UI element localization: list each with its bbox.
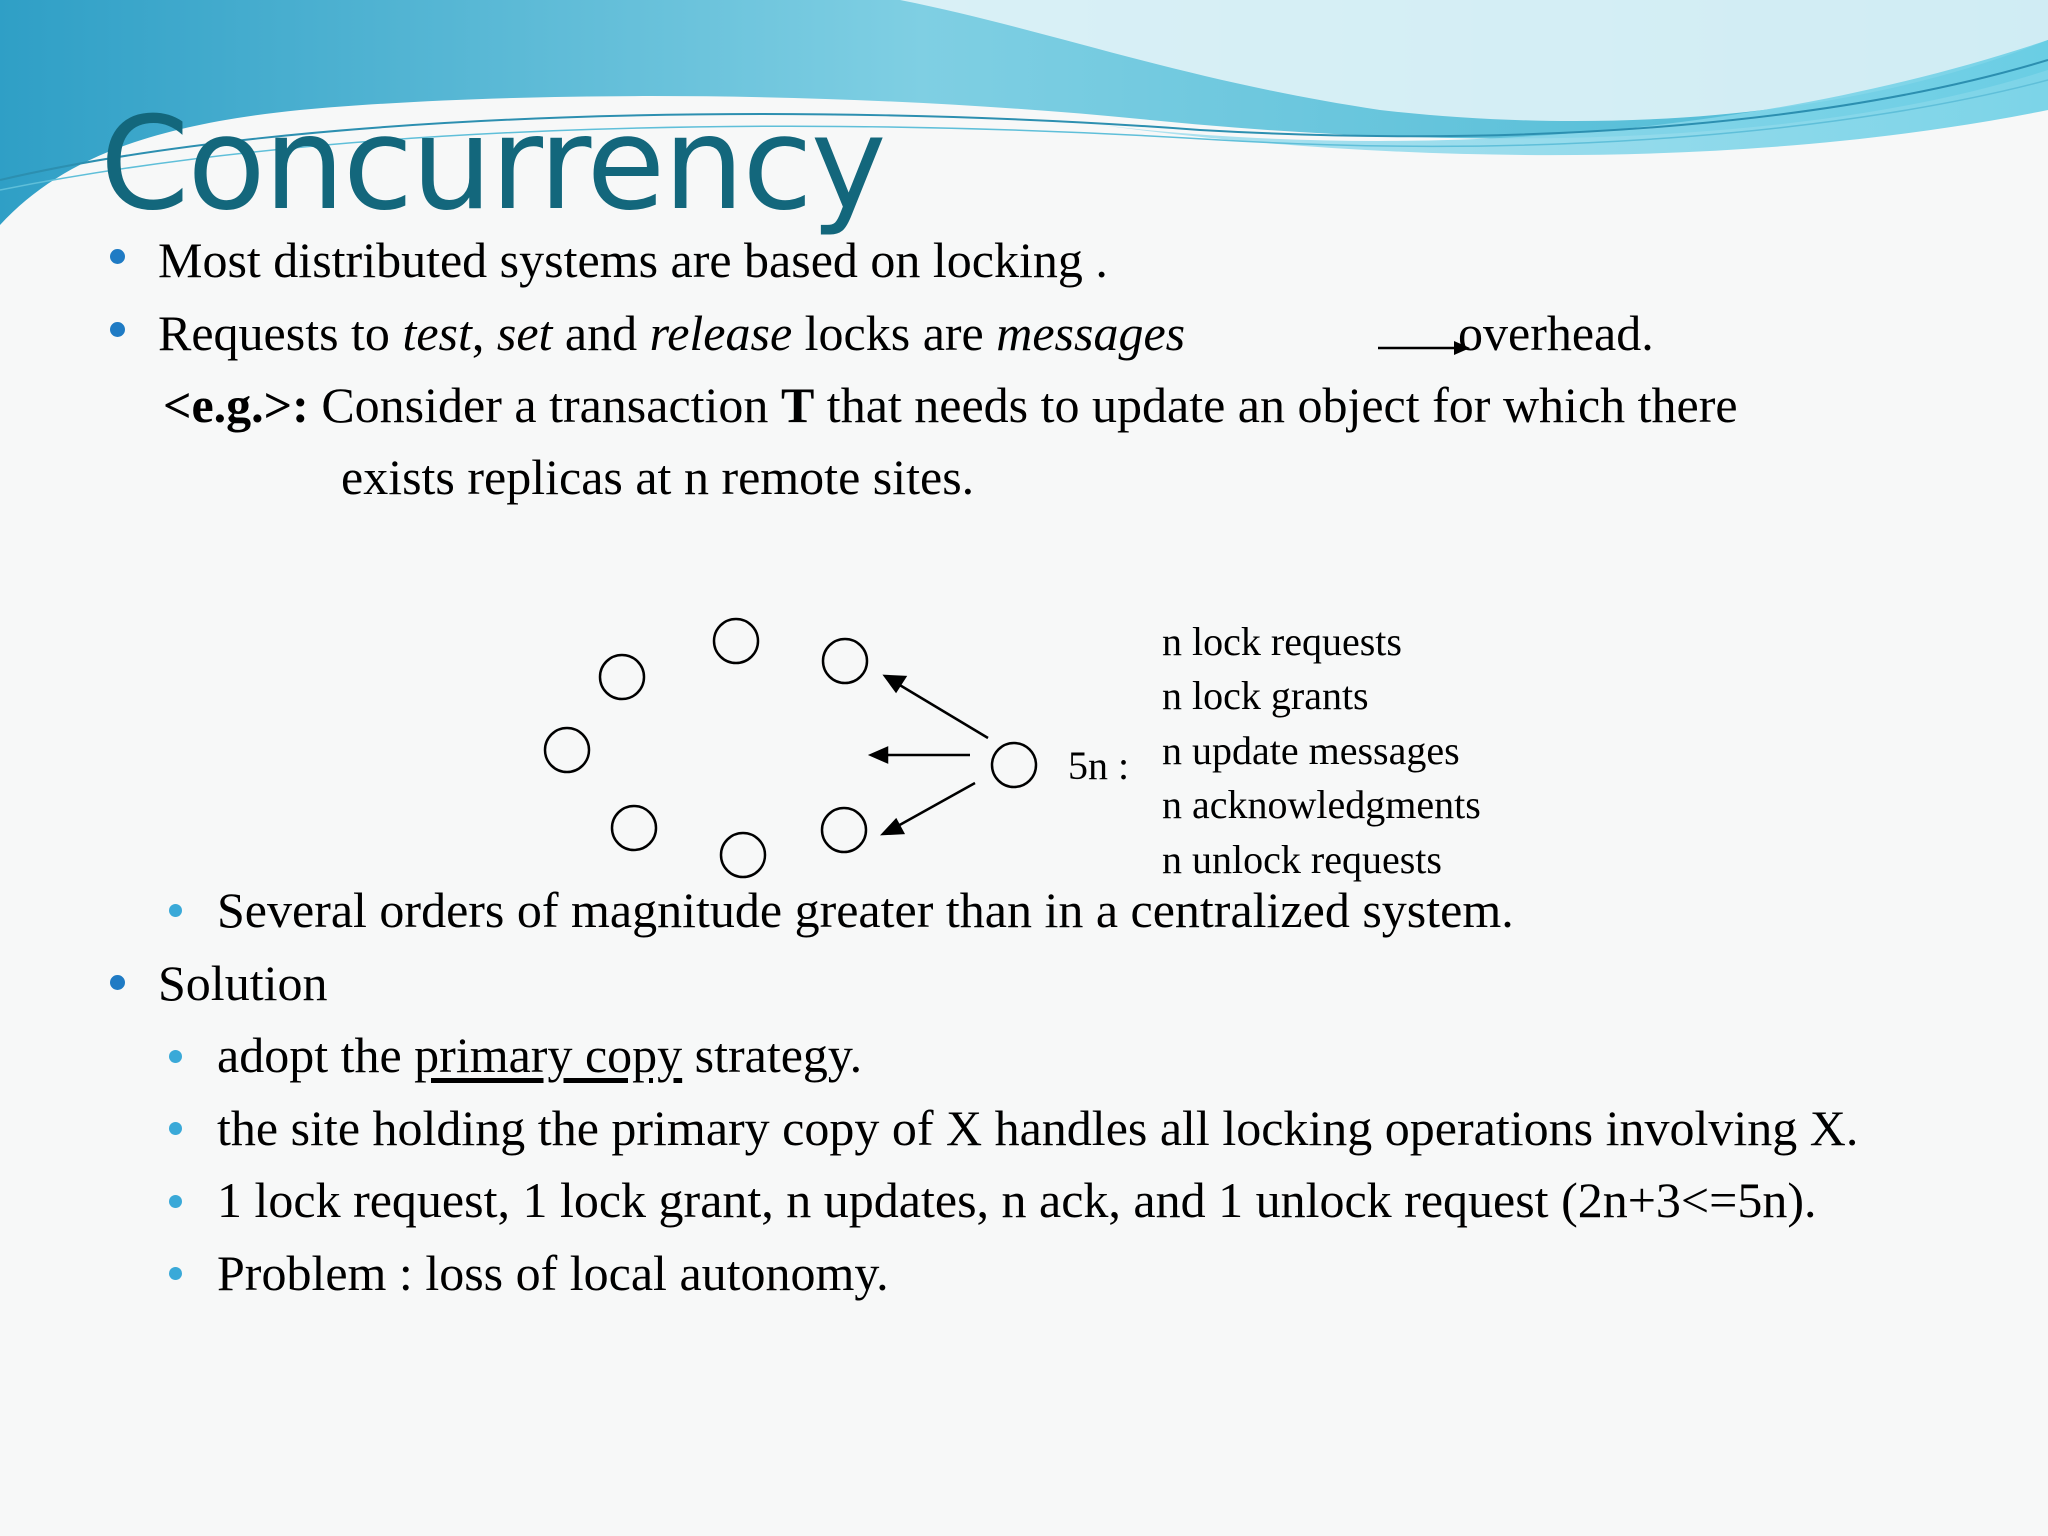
text-segment: and — [552, 305, 650, 361]
text-segment: 1 lock request, 1 lock grant, n updates, n ack, and 1 unlock request (2n+3<=5n). — [217, 1172, 1817, 1228]
text-segment: Several orders of magnitude greater than in a centralized system. — [217, 882, 1514, 938]
sub-bullet-marker — [169, 1195, 182, 1208]
message-type-update-messages: n update messages — [1162, 728, 1460, 773]
bullet-marker — [110, 975, 125, 990]
sub-bullet-marker — [169, 1267, 182, 1280]
overhead-text — [1458, 303, 1654, 363]
bullet-text: Most distributed systems are based on locking . — [158, 232, 1108, 288]
bullet-solution — [158, 953, 327, 1013]
text-segment: exists replicas at n remote sites. — [341, 449, 975, 505]
bullet-marker — [110, 322, 125, 337]
text-segment: Consider a transaction — [308, 377, 781, 433]
sub-bullet-site-holding — [217, 1098, 1858, 1158]
example-line-1 — [163, 375, 1738, 435]
sub-bullet-marker — [169, 1122, 182, 1135]
bullet-marker — [110, 249, 125, 264]
text-italic-messages: messages — [996, 305, 1186, 361]
text-segment: overhead. — [1458, 305, 1654, 361]
text-segment: , — [471, 305, 497, 361]
text-italic-test: test — [402, 305, 472, 361]
message-type-acknowledgments: n acknowledgments — [1162, 782, 1481, 827]
text-segment: strategy. — [682, 1027, 863, 1083]
message-type-unlock-requests: n unlock requests — [1162, 837, 1442, 882]
text-italic-set: set — [496, 305, 553, 361]
text-segment: Solution — [158, 955, 328, 1011]
bullet-locking — [158, 230, 1108, 290]
slide-title: Concurrency — [100, 90, 885, 239]
bullet-requests — [158, 303, 1185, 363]
sub-bullet-primary-copy — [217, 1025, 862, 1085]
text-segment: Problem : loss of local autonomy. — [217, 1245, 889, 1301]
message-type-lock-grants: n lock grants — [1162, 673, 1369, 718]
local-site-node — [992, 743, 1036, 787]
remote-site-node — [600, 655, 644, 699]
sub-bullet-marker — [169, 904, 182, 917]
example-line-2 — [341, 447, 974, 507]
replica-sites-diagram — [530, 600, 1150, 900]
remote-site-node — [721, 833, 765, 877]
text-segment: Requests to — [158, 305, 403, 361]
sub-bullet-problem — [217, 1243, 889, 1303]
sub-bullet-marker — [169, 1050, 182, 1063]
sub-bullet-message-count — [217, 1170, 1816, 1230]
arrow-icon — [1378, 338, 1470, 358]
message-type-lock-requests: n lock requests — [1162, 619, 1402, 664]
text-segment: adopt the — [217, 1027, 415, 1083]
text-segment: that needs to update an object for which there — [814, 377, 1738, 433]
example-label: <e.g.>: — [163, 377, 309, 433]
text-underlined-primary-copy: primary copy — [414, 1027, 683, 1083]
text-segment: locks are — [792, 305, 997, 361]
text-bold-T: T — [780, 377, 815, 433]
text-segment: the site holding the primary copy of X handles all locking operations involving X. — [217, 1100, 1859, 1156]
remote-site-node — [612, 806, 656, 850]
sub-bullet-magnitude — [217, 880, 1514, 940]
remote-site-node — [714, 619, 758, 663]
remote-site-node — [545, 728, 589, 772]
remote-site-node — [822, 808, 866, 852]
message-count-label: 5n : — [1068, 743, 1130, 788]
text-italic-release: release — [649, 305, 793, 361]
remote-site-node — [823, 639, 867, 683]
